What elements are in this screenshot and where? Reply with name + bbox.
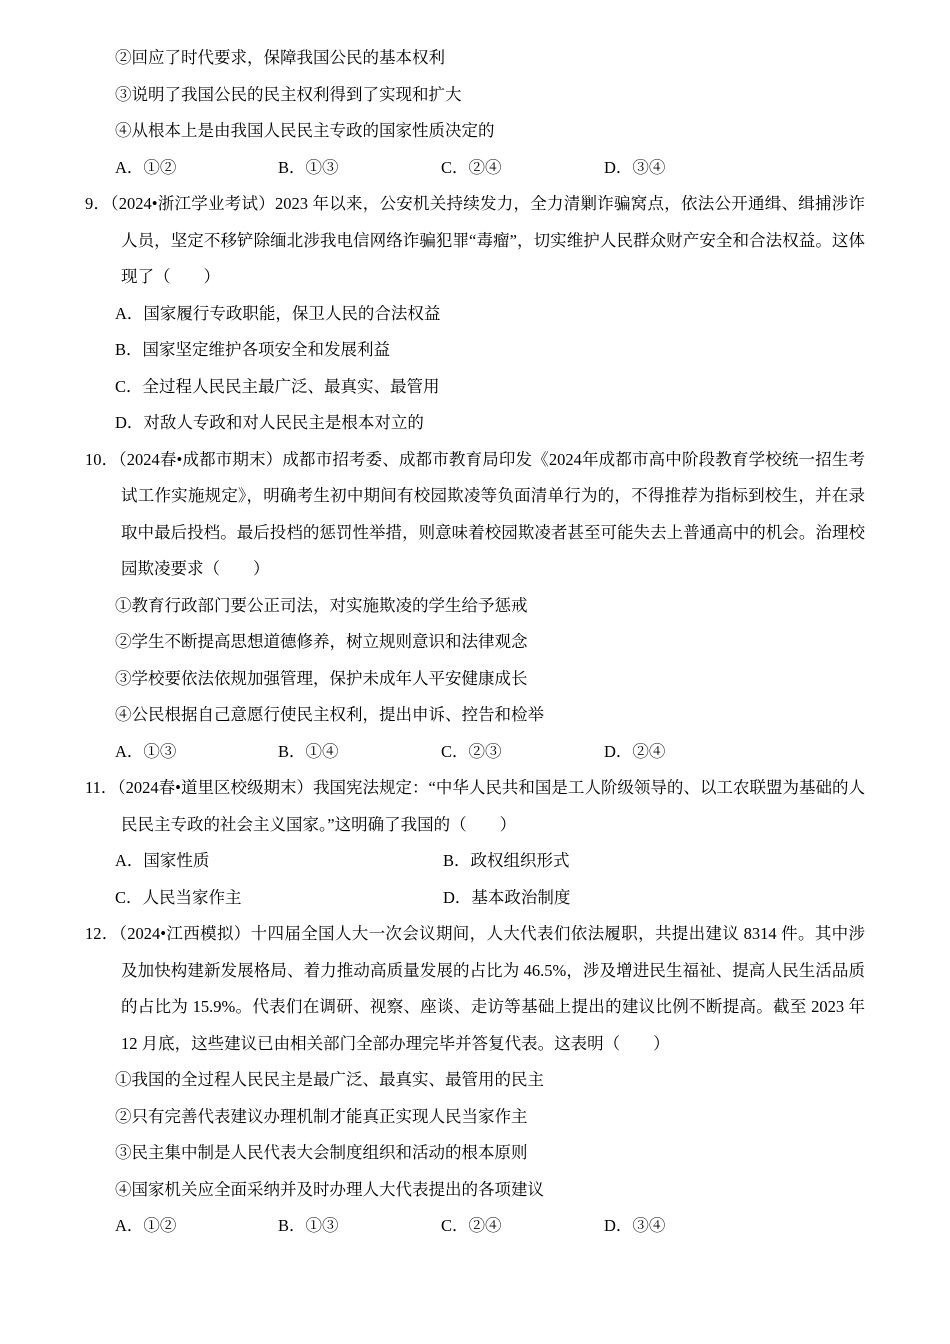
answer-row [85,150,865,187]
answer-choice: B．①④ [278,741,339,761]
statement-item: ①我国的全过程人民民主是最广泛、最真实、最管用的民主 [115,1070,544,1089]
question-number: 12． [85,924,119,943]
question-number: 9． [85,194,111,213]
answer-choice: C．②④ [441,157,502,177]
question-text: （2024春•成都市期末）成都市招考委、成都市教育局印发《2024年成都市高中阶段教育学校统一招生考试工作实施规定》，明确考生初中期间有校园欺凌等负面清单行为的，不得推荐为指标到校生，并在录取中最后投档。最后投档的惩罚性举措，则意味着校园欺凌者甚至可能失去上普通高中的机会。治理校园欺凌要求（ ） [118,449,865,578]
option-row [85,843,865,880]
option-choice: A．国家性质 [115,851,210,870]
option-row [85,880,865,917]
question-9 [85,186,865,442]
statement-item: ②学生不断提高思想道德修养，树立规则意识和法律观念 [115,632,528,651]
statement-item: ④国家机关应全面采纳并及时办理人大代表提出的各项建议 [115,1179,544,1199]
statement-item: ②只有完善代表建议办理机制才能真正实现人民当家作主 [115,1106,528,1126]
answer-choice: D．②④ [604,741,666,761]
question-8-tail [85,40,865,186]
question-text: （2024•江西模拟）十四届全国人大一次会议期间，人大代表们依法履职，共提出建议 8314 件。其中涉及加快构建新发展格局、着力推动高质量发展的占比为 46.5%，涉及增进民生福祉、提高人民生活品质的占比为 15.9%。代表们在调研、视察、座谈、走访等基础上提出的建议比例不断提高。截至 2023 年 12 月底，这些建议已由相关部门全部办理完毕并答复代表。这表明（ ） [118,924,866,1053]
question-stem [85,442,865,588]
question-stem [85,916,865,1062]
option-choice: D．基本政治制度 [443,887,571,907]
option-line: D．对敌人专政和对人民民主是根本对立的 [115,413,424,432]
answer-choice: A．①② [115,1216,177,1235]
statement-item: ③说明了我国公民的民主权利得到了实现和扩大 [115,84,462,104]
answer-choice: C．②④ [441,1216,502,1235]
answer-choice: B．①③ [278,157,339,177]
answer-choice: A．①② [115,157,177,177]
question-text: （2024春•道里区校级期末）我国宪法规定：“中华人民共和国是工人阶级领导的、以工农联盟为基础的人民民主专政的社会主义国家。”这明确了我国的（ ） [117,778,865,834]
statement-item: ②回应了时代要求，保障我国公民的基本权利 [115,48,445,67]
answer-choice: D．③④ [604,1216,666,1235]
answer-row [85,1208,865,1245]
question-11 [85,770,865,916]
statement-item: ③学校要依法依规加强管理，保护未成年人平安健康成长 [115,668,528,688]
statement-item: ④公民根据自己意愿行使民主权利，提出申诉、控告和检举 [115,705,544,724]
answer-row [85,734,865,771]
question-12 [85,916,865,1245]
option-line: B．国家坚定维护各项安全和发展利益 [115,340,391,359]
statement-item: ④从根本上是由我国人民民主专政的国家性质决定的 [115,121,495,140]
option-choice: C．人民当家作主 [115,887,242,907]
question-stem [85,186,865,296]
answer-choice: A．①③ [115,741,177,761]
answer-choice: D．③④ [604,157,666,177]
option-line: A．国家履行专政职能，保卫人民的合法权益 [115,303,441,323]
question-stem [85,770,865,843]
statement-item: ①教育行政部门要公正司法，对实施欺凌的学生给予惩戒 [115,595,528,615]
statement-item: ③民主集中制是人民代表大会制度组织和活动的根本原则 [115,1143,528,1162]
question-10 [85,442,865,771]
question-number: 10． [85,449,119,469]
option-line: C．全过程人民民主最广泛、最真实、最管用 [115,376,440,396]
answer-choice: C．②③ [441,741,502,761]
option-choice: B．政权组织形式 [443,851,570,870]
question-text: （2024•浙江学业考试）2023 年以来，公安机关持续发力，全力清剿诈骗窝点，依法公开通缉、缉捕涉诈人员，坚定不移铲除缅北涉我电信网络诈骗犯罪“毒瘤”，切实维护人民群众财产安全和合法权益。这体现了（ ） [110,194,866,286]
question-number: 11． [85,778,118,797]
answer-choice: B．①③ [278,1216,339,1235]
